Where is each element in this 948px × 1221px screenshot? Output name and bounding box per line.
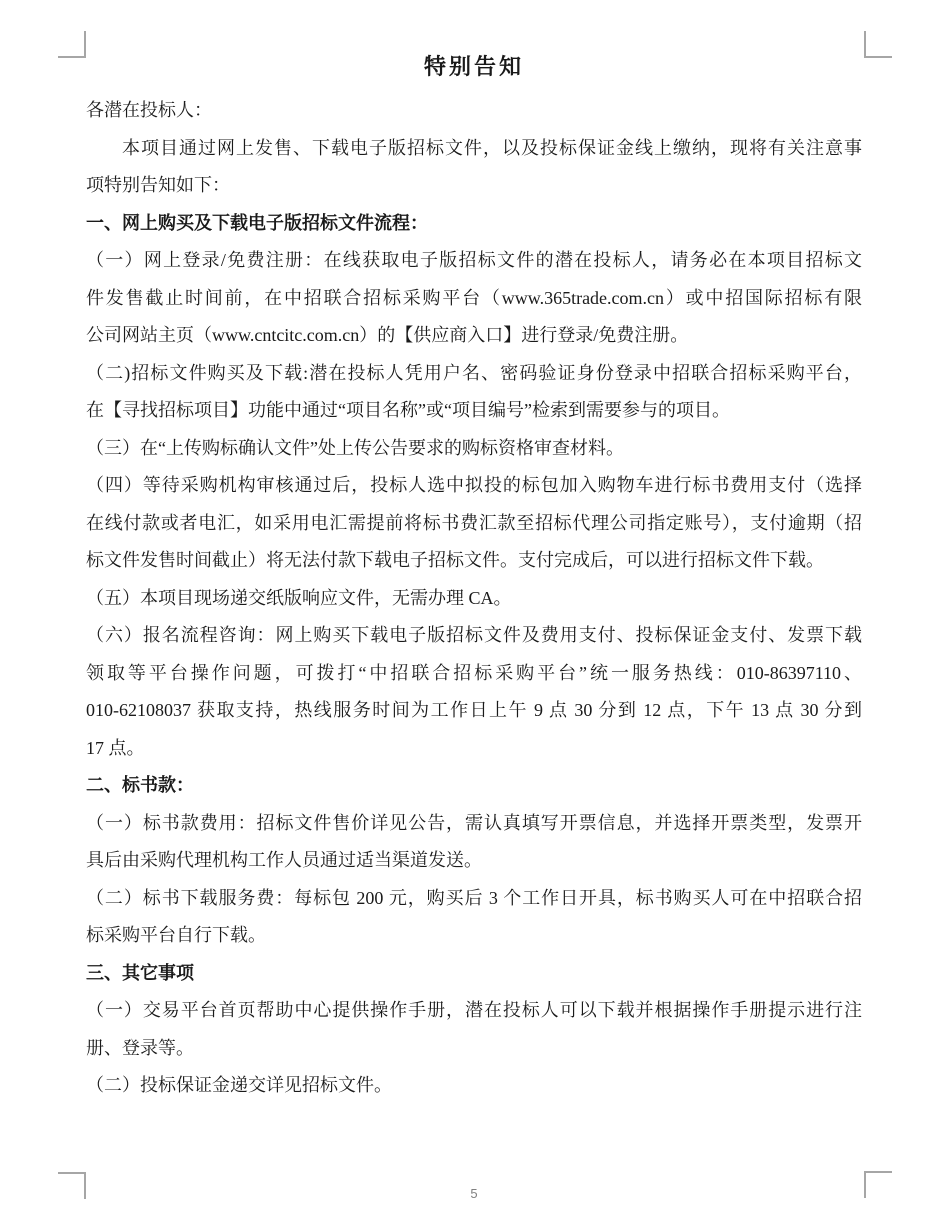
page-number: 5 [470, 1186, 478, 1201]
text-line: 标采购平台自行下载。 [86, 925, 266, 945]
document-body [86, 50, 862, 1105]
text-line: （一）交易平台首页帮助中心提供操作手册，潜在投标人可以下载并根据操作手册提示进行注 [86, 1000, 862, 1020]
text-line: （三）在“上传购标确认文件”处上传公告要求的购标资格审查材料。 [86, 437, 624, 458]
text-line: （一）网上登录/免费注册：在线获取电子版招标文件的潜在投标人，请务必在本项目招标文 [86, 250, 862, 270]
text-line: （五）本项目现场递交纸版响应文件，无需办理 CA。 [86, 587, 512, 608]
section-1-heading: 一、网上购买及下载电子版招标文件流程： [86, 212, 428, 233]
text-line: 具后由采购代理机构工作人员通过适当渠道发送。 [86, 850, 482, 870]
intro-paragraph [86, 130, 862, 205]
text-line: （一）标书款费用：招标文件售价详见公告，需认真填写开票信息，并选择开票类型，发票开 [86, 812, 862, 833]
section-1-item-6 [86, 617, 862, 767]
text-line: （六）报名流程咨询：网上购买下载电子版招标文件及费用支付、投标保证金支付、发票下载 [86, 625, 862, 645]
section-1-item-4 [86, 467, 862, 580]
text-line: 项特别告知如下： [86, 175, 230, 195]
text-line: 17 点。 [86, 737, 145, 758]
section-2-item-2 [86, 880, 862, 955]
section-1-item-5 [86, 580, 862, 618]
text-line: 公司网站主页（www.cntcitc.com.cn）的【供应商入口】进行登录/免费注册。 [86, 325, 689, 345]
salutation: 各潜在投标人： [86, 100, 212, 120]
page-title: 特别告知 [423, 54, 524, 79]
text-line: 在【寻找招标项目】功能中通过“项目名称”或“项目编号”检索到需要参与的项目。 [86, 400, 730, 420]
crop-mark-top-right-icon [864, 31, 892, 58]
text-line: （二）标书下载服务费：每标包 200 元，购买后 3 个工作日开具，标书购买人可在中招联合招 [86, 887, 862, 908]
text-line: 册、登录等。 [86, 1037, 194, 1058]
text-line: 件发售截止时间前，在中招联合招标采购平台（www.365trade.com.cn）或中招国际招标有限 [86, 287, 862, 308]
text-line: （二）投标保证金递交详见招标文件。 [86, 1075, 392, 1095]
crop-mark-top-left-icon [58, 31, 86, 58]
text-line: （四）等待采购机构审核通过后，投标人选中拟投的标包加入购物车进行标书费用支付（选择 [86, 475, 862, 495]
section-1-item-2 [86, 355, 862, 430]
section-3-item-2 [86, 1067, 862, 1105]
text-line: 010-62108037 获取支持，热线服务时间为工作日上午 9 点 30 分到 12 点，下午 13 点 30 分到 [86, 700, 862, 720]
section-1-item-3 [86, 430, 862, 468]
text-line: 本项目通过网上发售、下载电子版招标文件，以及投标保证金线上缴纳，现将有关注意事 [122, 137, 862, 158]
section-2-item-1 [86, 805, 862, 880]
section-2-heading: 二、标书款： [86, 775, 194, 795]
text-line: 领取等平台操作问题，可拨打“中招联合招标采购平台”统一服务热线：010-86397110、 [86, 662, 862, 683]
section-3-item-1 [86, 992, 862, 1067]
text-line: 标文件发售时间截止）将无法付款下载电子招标文件。支付完成后，可以进行招标文件下载。 [86, 550, 824, 570]
text-line: （二)招标文件购买及下载:潜在投标人凭用户名、密码验证身份登录中招联合招标采购平台， [86, 362, 862, 383]
text-line: 在线付款或者电汇，如采用电汇需提前将标书费汇款至招标代理公司指定账号），支付逾期（招 [86, 512, 862, 533]
section-3-heading: 三、其它事项 [86, 962, 194, 983]
section-1-item-1 [86, 242, 862, 355]
